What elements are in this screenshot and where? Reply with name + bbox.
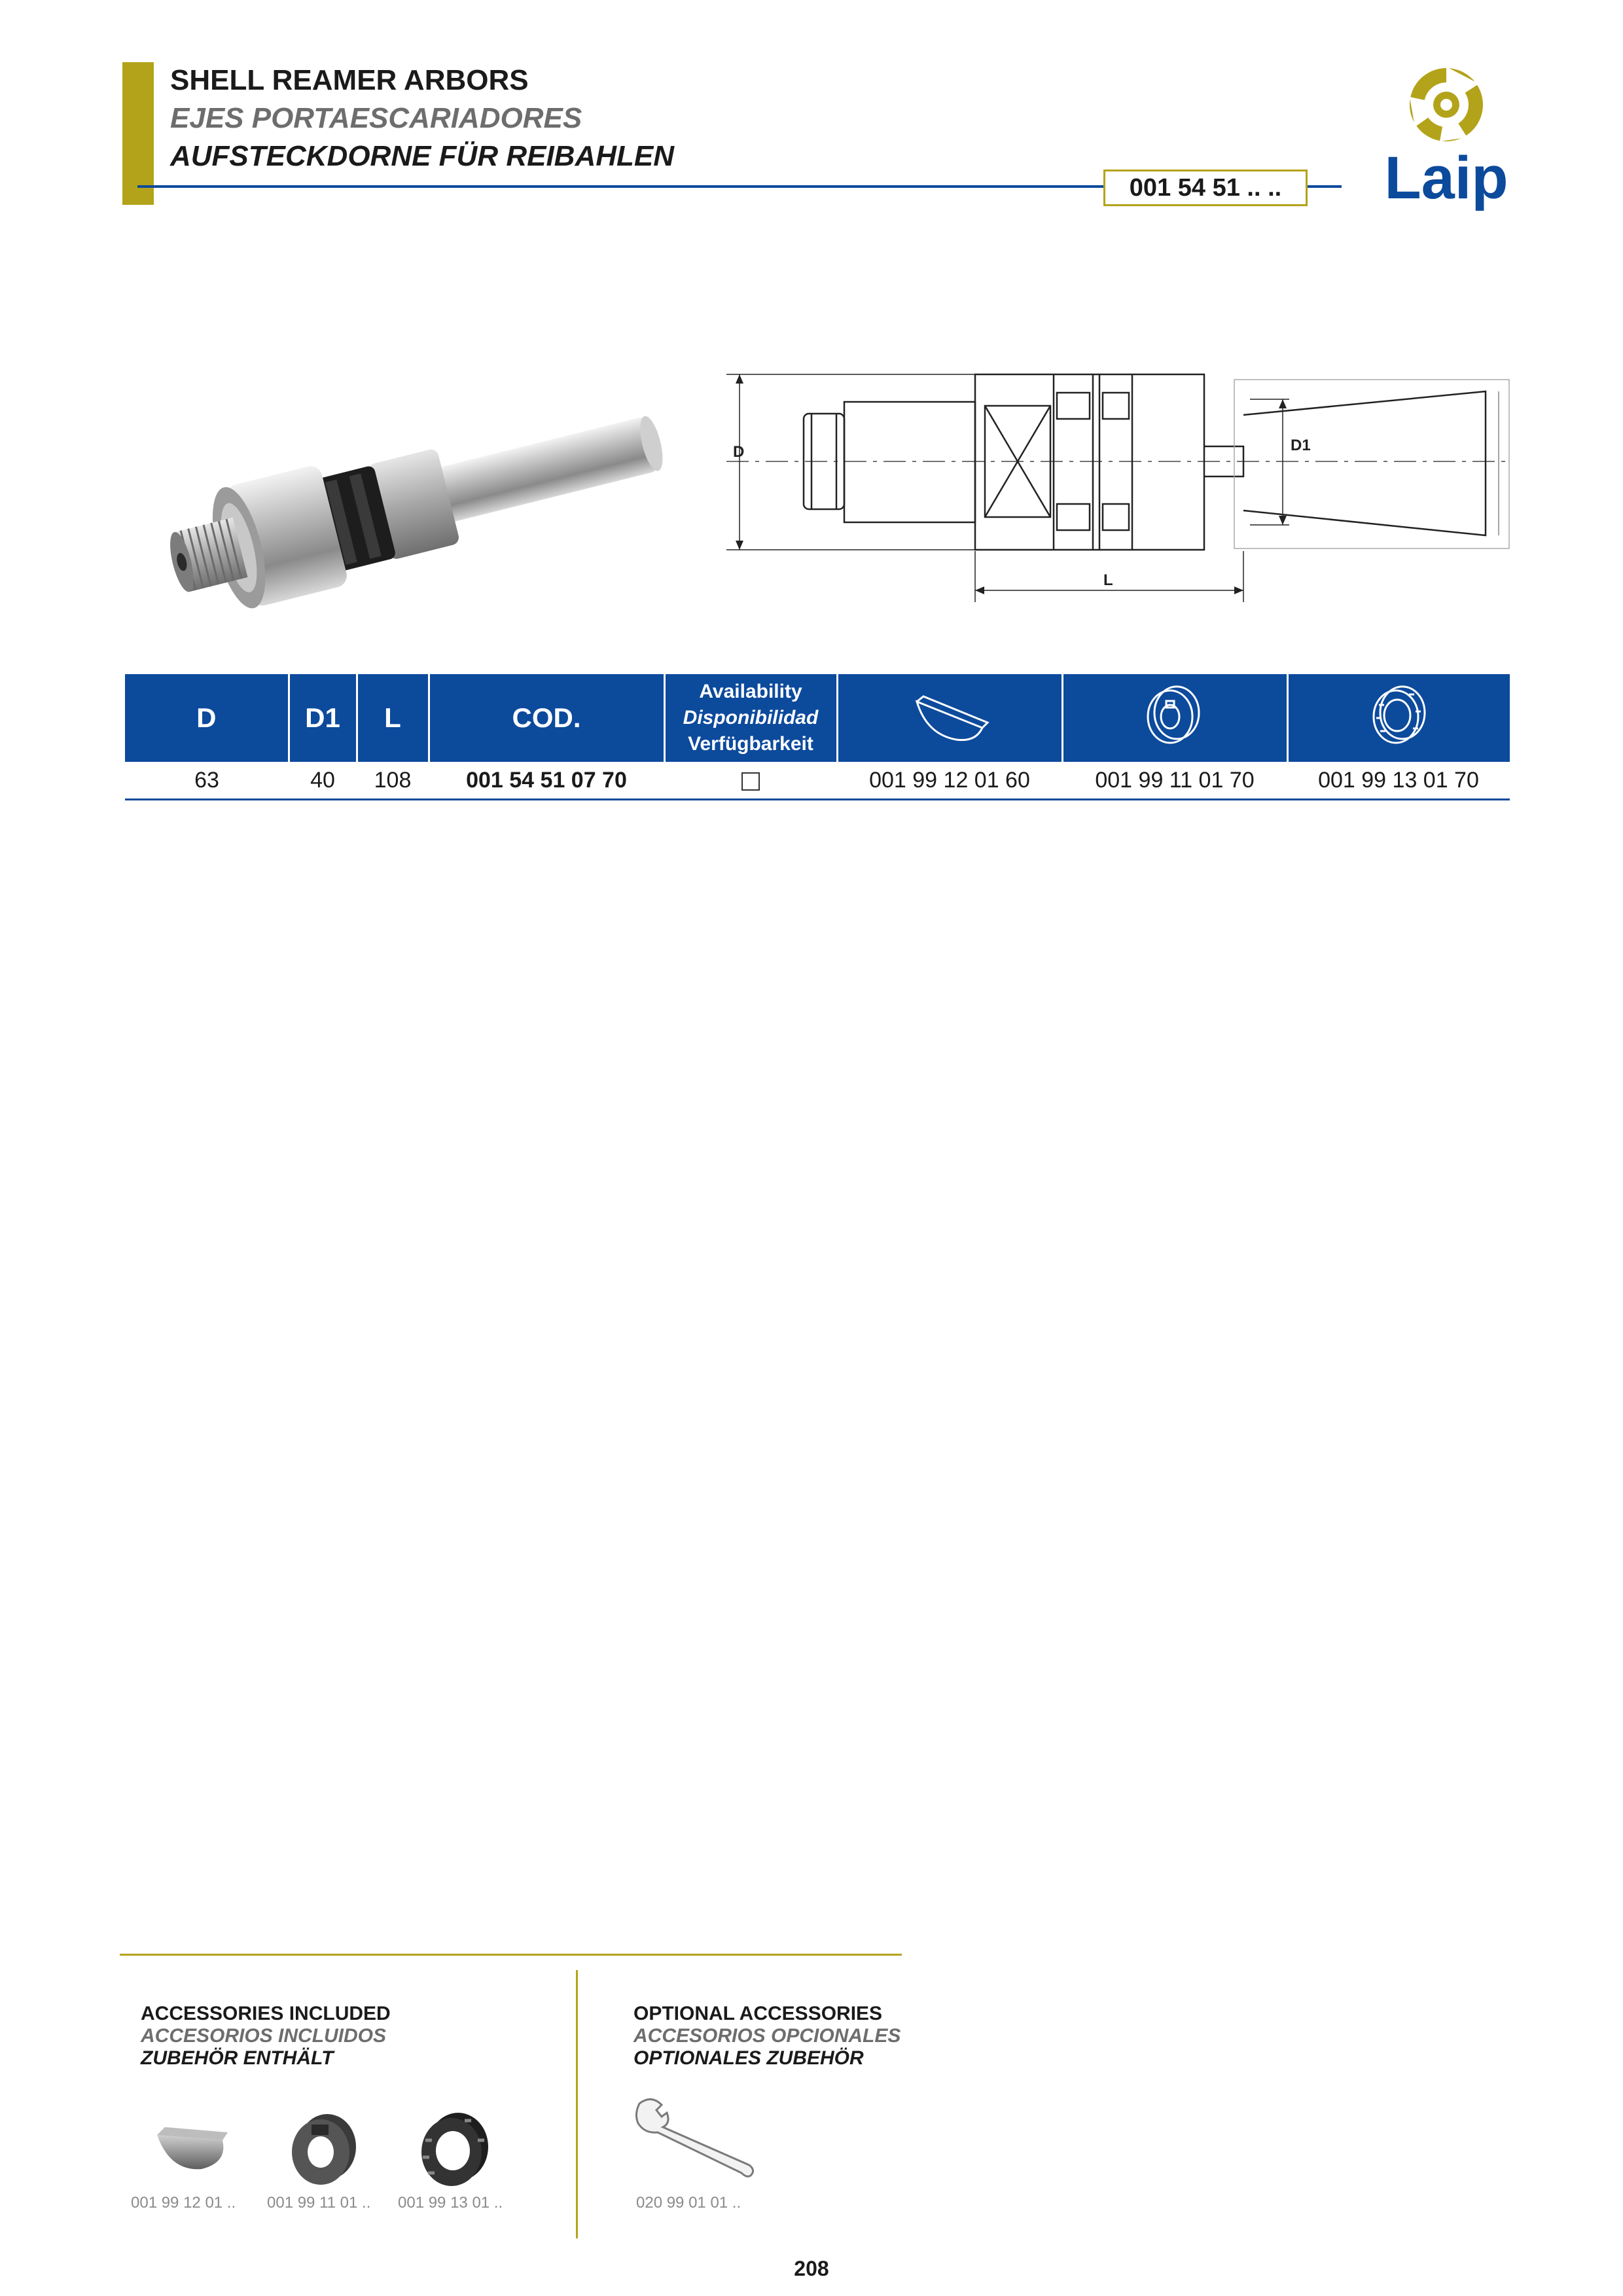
drive-ring-icon [281,2108,366,2193]
accessory-code-key: 001 99 12 01 .. [131,2194,236,2212]
col-header-lock-nut [1287,674,1510,762]
table-header-row [125,674,1510,762]
product-code-badge: 001 54 51 .. .. [1103,170,1308,206]
cell-cod: 001 54 51 07 70 [429,762,664,800]
col-header-availability [664,674,837,762]
accessory-code-lock-nut: 001 99 13 01 .. [398,2194,503,2212]
accessories-divider [576,1970,578,2238]
laip-logo [1381,64,1512,215]
technical-drawing [726,373,1512,622]
page-number: 208 [794,2257,829,2280]
cell-l: 108 [357,762,429,800]
cell-acc-drive-ring: 001 99 11 01 70 [1062,762,1287,800]
accessories-included-title-es: ACCESORIOS INCLUIDOS [141,2025,387,2047]
logo-wordmark: Laip [1384,145,1508,211]
cell-d: 63 [125,762,289,800]
dim-label-l: L [1103,571,1113,589]
col-header-d: D [125,674,289,762]
cell-acc-key: 001 99 12 01 60 [837,762,1062,800]
header-accent-bar [122,62,154,205]
availability-en: Availability [699,681,802,702]
product-photo [164,393,694,628]
col-header-cod: COD. [429,674,664,762]
cell-acc-lock-nut: 001 99 13 01 70 [1287,762,1510,800]
col-header-key [837,674,1062,762]
availability-de: Verfügbarkeit [688,733,813,755]
optional-accessories-title-es: ACCESORIOS OPCIONALES [633,2025,901,2047]
spec-table [125,674,1510,800]
drive-ring-icon [1139,679,1211,751]
optional-accessories-title-de: OPTIONALES ZUBEHÖR [633,2047,864,2069]
cell-availability[interactable] [664,762,837,800]
dim-label-d1: D1 [1291,437,1311,454]
accessory-code-wrench: 020 99 01 01 .. [636,2194,741,2212]
key-icon [904,682,995,747]
cell-d1: 40 [289,762,357,800]
availability-es: Disponibilidad [683,707,819,728]
page-title-en: SHELL REAMER ARBORS [170,64,529,96]
dim-label-d: D [733,443,745,461]
col-header-d1: D1 [289,674,357,762]
page-title-de: AUFSTECKDORNE FÜR REIBAHLEN [170,140,674,172]
table-row [125,762,1510,800]
optional-accessories-title-en: OPTIONAL ACCESSORIES [633,2003,883,2024]
lock-nut-icon [1363,679,1435,751]
accessories-included-title-de: ZUBEHÖR ENTHÄLT [141,2047,334,2069]
availability-checkbox[interactable] [741,772,760,791]
col-header-drive-ring [1062,674,1287,762]
page-title-es: EJES PORTAESCARIADORES [170,102,582,134]
accessory-code-drive-ring: 001 99 11 01 .. [267,2194,371,2212]
accessories-included-title-en: ACCESSORIES INCLUDED [141,2003,391,2024]
laip-emblem-icon [1410,67,1483,141]
accessories-rule [120,1954,902,1956]
wrench-icon [632,2094,762,2179]
key-icon [151,2121,236,2179]
col-header-l: L [357,674,429,762]
lock-nut-icon [412,2108,497,2193]
